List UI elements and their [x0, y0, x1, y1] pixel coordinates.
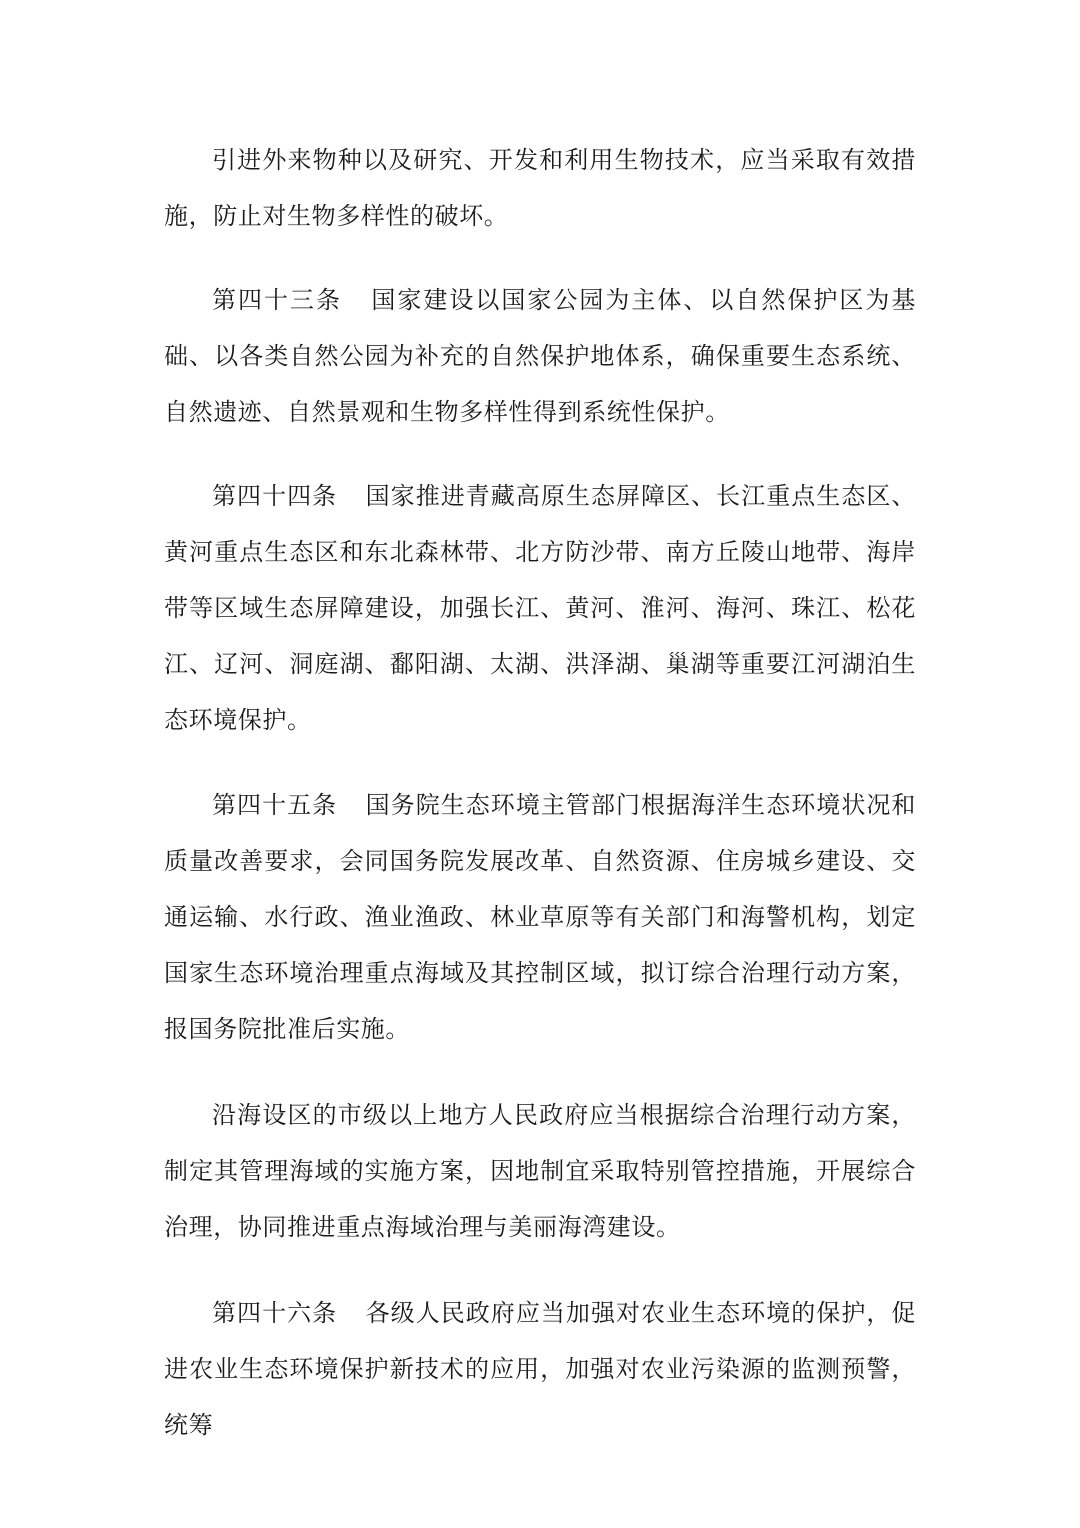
document-page	[164, 0, 916, 1528]
paragraph-article-43	[164, 272, 916, 440]
article-number: 第四十三条	[212, 286, 342, 314]
paragraph-text: 国务院生态环境主管部门根据海洋生态环境状况和质量改善要求，会同国务院发展改革、自然资源、住房城乡建设、交通运输、水行政、渔业渔政、林业草原等有关部门和海警机构，划定国家生态环境治理重点海域及其控制区域，拟订综合治理行动方案，报国务院批准后实施。	[164, 791, 916, 1043]
paragraph-text: 引进外来物种以及研究、开发和利用生物技术，应当采取有效措施，防止对生物多样性的破坏。	[164, 146, 916, 230]
paragraph-coastal	[164, 1087, 916, 1255]
paragraph-article-45	[164, 777, 916, 1057]
article-number: 第四十四条	[212, 482, 338, 510]
paragraph-text: 沿海设区的市级以上地方人民政府应当根据综合治理行动方案，制定其管理海域的实施方案，因地制宜采取特别管控措施，开展综合治理，协同推进重点海域治理与美丽海湾建设。	[164, 1101, 916, 1241]
article-number: 第四十五条	[212, 791, 338, 819]
paragraph-text: 国家建设以国家公园为主体、以自然保护区为基础、以各类自然公园为补充的自然保护地体系，确保重要生态系统、自然遗迹、自然景观和生物多样性得到系统性保护。	[164, 286, 916, 426]
paragraph-intro-species	[164, 132, 916, 244]
paragraph-text: 国家推进青藏高原生态屏障区、长江重点生态区、黄河重点生态区和东北森林带、北方防沙带、南方丘陵山地带、海岸带等区域生态屏障建设，加强长江、黄河、淮河、海河、珠江、松花江、辽河、洞庭湖、鄱阳湖、太湖、洪泽湖、巢湖等重要江河湖泊生态环境保护。	[164, 482, 916, 734]
paragraph-text: 各级人民政府应当加强对农业生态环境的保护，促进农业生态环境保护新技术的应用，加强对农业污染源的监测预警，统筹	[164, 1299, 916, 1439]
paragraph-article-44	[164, 468, 916, 748]
paragraph-article-46	[164, 1285, 916, 1453]
article-number: 第四十六条	[212, 1299, 338, 1327]
